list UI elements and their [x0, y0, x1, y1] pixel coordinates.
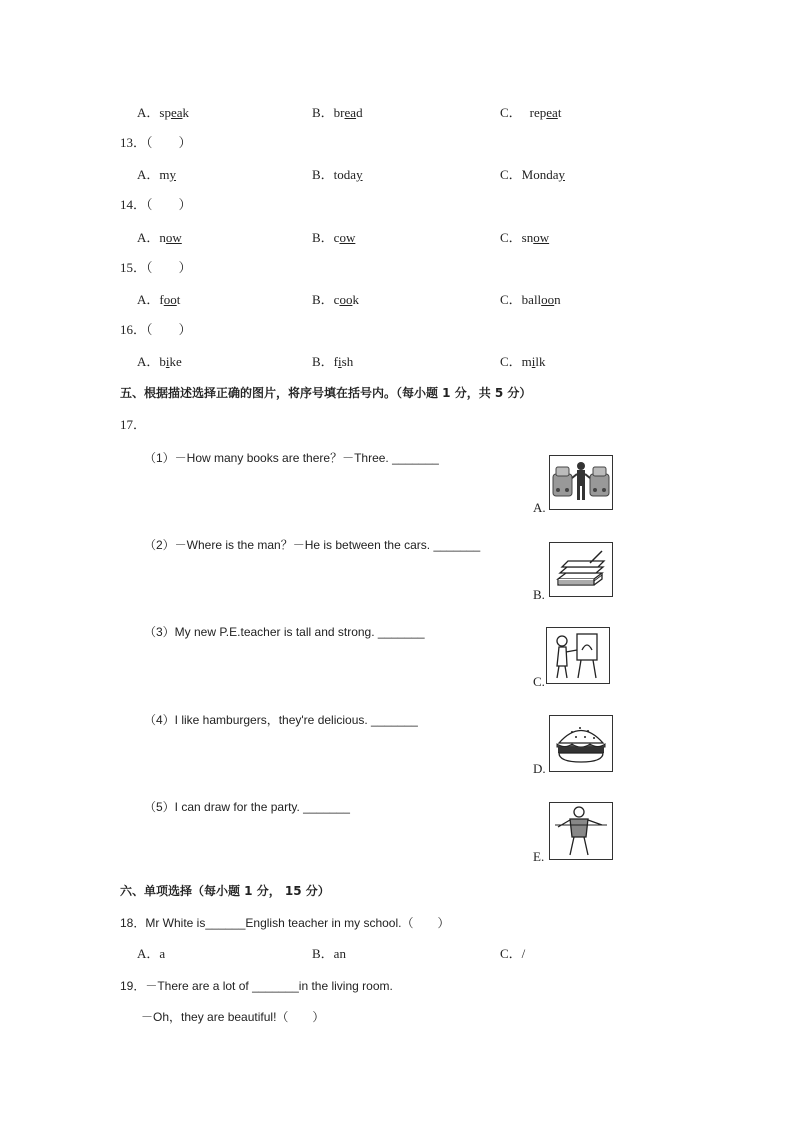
picture-e-pe-teacher [549, 802, 613, 860]
q13-option-b: B．today [312, 167, 363, 182]
books-icon [550, 543, 612, 596]
q16-number: 16．（ ） [120, 322, 192, 337]
picture-a-label: A. [533, 500, 546, 515]
q18-option-c: C．/ [500, 946, 526, 961]
q16-option-c: C．milk [500, 354, 546, 369]
q15-option-b: B．cook [312, 292, 359, 307]
section6-title: 六、单项选择（每小题 1 分， 15 分） [120, 884, 330, 898]
q12-option-a: A．speak [137, 105, 189, 120]
q15-option-a: A．foot [137, 292, 181, 307]
q19-sub: －Oh，they are beautiful!（ ） [141, 1010, 325, 1024]
q13-number: 13．（ ） [120, 135, 192, 150]
q19-stem: 19．－There are a lot of _______in the living room. [120, 979, 393, 993]
hamburger-icon [550, 716, 612, 771]
q17-item-2: （2）－Where is the man？－He is between the cars. _______ [144, 538, 481, 552]
picture-c-drawing [546, 627, 610, 684]
q17-item-5: （5）I can draw for the party. _______ [144, 800, 350, 814]
q17-item-1: （1）－How many books are there？－Three. _______ [144, 451, 439, 465]
strong-man-icon [550, 803, 612, 859]
q16-option-a: A．bike [137, 354, 182, 369]
picture-e-label: E. [533, 849, 545, 864]
q14-option-c: C．snow [500, 230, 550, 245]
q17-item-4: （4）I like hamburgers，they're delicious. _______ [144, 713, 418, 727]
q18-stem: 18．Mr White is______English teacher in my school.（ ） [120, 916, 450, 930]
picture-b-books [549, 542, 613, 597]
q13-option-a: A．my [137, 167, 177, 182]
q16-option-b: B．fish [312, 354, 354, 369]
cars-man-icon [550, 456, 612, 509]
q18-option-b: B．an [312, 946, 346, 961]
section5-title: 五、根据描述选择正确的图片，将序号填在括号内。（每小题 1 分，共 5 分） [120, 386, 532, 400]
picture-d-hamburger [549, 715, 613, 772]
q12-option-b: B．bread [312, 105, 363, 120]
easel-painter-icon [547, 628, 609, 683]
picture-c-label: C. [533, 674, 545, 689]
picture-b-label: B. [533, 587, 545, 602]
q14-option-b: B．cow [312, 230, 356, 245]
q14-option-a: A．now [137, 230, 182, 245]
q13-option-c: C．Monday [500, 167, 566, 182]
q17-number: 17． [120, 417, 147, 432]
picture-a-man-between-cars [549, 455, 613, 510]
q15-number: 15．（ ） [120, 260, 192, 275]
q18-option-a: A．a [137, 946, 166, 961]
q12-option-c: C． repeat [500, 105, 562, 120]
q17-item-3: （3）My new P.E.teacher is tall and strong. _______ [144, 625, 425, 639]
q15-option-c: C．balloon [500, 292, 561, 307]
q14-number: 14．（ ） [120, 197, 192, 212]
picture-d-label: D. [533, 761, 546, 776]
